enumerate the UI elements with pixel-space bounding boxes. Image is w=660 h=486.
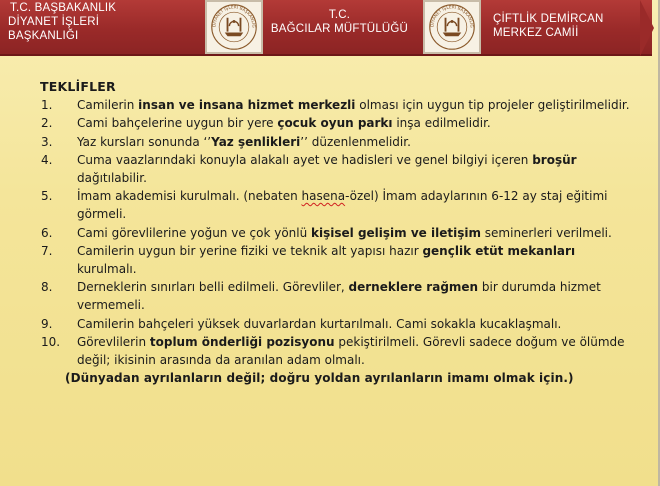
header-right-line1: ÇİFTLİK DEMİRCAN: [493, 13, 604, 25]
item-text: Camilerin uygun bir yerine fiziki ve teknik alt yapısı hazır: [77, 243, 423, 258]
item-text: inşa edilmelidir.: [392, 116, 491, 131]
header-right-text: [493, 12, 643, 40]
diyanet-logo-right: [423, 0, 481, 54]
item-text: Görevlilerin: [77, 334, 150, 349]
item-text: Derneklerin sınırları belli edilmeli. Görevliler,: [77, 280, 349, 295]
item-emphasis: toplum önderliği pozisyonu: [149, 334, 335, 349]
item-text: İmam akademisi kurulmalı. (nebaten: [77, 189, 302, 204]
header-left-line1: T.C. BAŞBAKANLIK: [10, 2, 117, 14]
item-text: Cami bahçelerine uygun bir yere: [77, 116, 278, 131]
diyanet-logo-left: [205, 0, 263, 54]
list-item: [37, 96, 632, 114]
item-number: 8.: [41, 280, 53, 295]
item-number: 5.: [41, 189, 53, 204]
item-number: 6.: [41, 225, 53, 240]
page-title: TEKLİFLER: [40, 79, 116, 94]
item-text: seminerleri verilmeli.: [480, 225, 612, 240]
item-text: kurulmalı.: [77, 262, 137, 277]
header-left-line2: DİYANET İŞLERİ: [8, 16, 100, 28]
header-middle-line1: T.C.: [328, 9, 351, 21]
header-left-text: [8, 1, 198, 43]
diyanet-emblem-icon: [207, 2, 261, 52]
item-number: 3.: [41, 134, 53, 149]
list-item: [37, 114, 632, 132]
item-number: 1.: [41, 98, 53, 113]
header-left-line3: BAŞKANLIĞI: [8, 30, 79, 42]
item-number: 9.: [41, 316, 53, 331]
item-emphasis: kişisel gelişim ve iletişim: [311, 225, 481, 240]
item-text: ’’ düzenlenmelidir.: [300, 134, 411, 149]
item-emphasis: çocuk oyun parkı: [277, 116, 393, 131]
item-number: 7.: [41, 243, 53, 258]
header-middle-line2: BAĞCILAR MÜFTÜLÜĞÜ: [270, 23, 409, 35]
list-item: [37, 278, 632, 314]
item-text: pekiştirilmeli. Görevli sadece doğum ve ölümde değil; ikisinin arasında da aranılan adam olmalı.: [77, 334, 625, 368]
list-item: [37, 315, 632, 333]
diyanet-emblem-icon: [425, 2, 479, 52]
header-right-line2: MERKEZ CAMİİ: [493, 27, 579, 39]
item-number: 10.: [41, 334, 61, 349]
logo-right-text: DİYANET İŞLERİ BAŞKANLIĞ: [430, 5, 474, 28]
list-item: [37, 224, 632, 242]
item-text: Cami görevlilerine yoğun ve çok yönlü: [77, 225, 312, 240]
item-text: Yaz kursları sonunda ‘’: [77, 134, 212, 149]
item-emphasis: broşür: [532, 152, 577, 167]
closing-statement: (Dünyadan ayrılanların değil; doğru yoldan ayrılanların imamı olmak için.): [65, 371, 574, 386]
spellcheck-underlined-word: hasena: [301, 189, 346, 204]
item-text: Camilerin: [77, 98, 139, 113]
logo-left-text: DİYANET İŞLERİ BAŞKANLIĞ: [212, 5, 256, 28]
banner-arrow-tip: [640, 0, 654, 56]
item-text: dağıtılabilir.: [77, 171, 147, 186]
item-emphasis: gençlik etüt mekanları: [422, 243, 576, 258]
item-text: Camilerin bahçeleri yüksek duvarlardan kurtarılmalı. Cami sokakla kucaklaşmalı.: [77, 316, 562, 331]
item-text: olması için uygun tip projeler geliştirilmelidir.: [355, 98, 630, 113]
list-item: [37, 187, 632, 223]
item-emphasis: derneklere rağmen: [348, 280, 479, 295]
item-text: -özel) İmam adaylarının 6-12 ay staj eğitimi görmeli.: [77, 189, 608, 222]
list-item: [37, 151, 632, 187]
header-banner: [0, 0, 652, 56]
header-middle-text: [262, 8, 417, 36]
item-number: 4.: [41, 152, 53, 167]
item-emphasis: insan ve insana hizmet merkezli: [138, 98, 356, 113]
item-number: 2.: [41, 116, 53, 131]
list-item: [37, 133, 632, 151]
list-item: [37, 242, 632, 278]
proposals-content: [37, 78, 637, 387]
list-item: [37, 333, 632, 369]
item-emphasis: Yaz şenlikleri: [211, 134, 301, 149]
item-text: Cuma vaazlarındaki konuyla alakalı ayet ve hadisleri ve genel bilgiyi içeren: [77, 152, 533, 167]
item-text: bir durumda hizmet vermemeli.: [77, 280, 601, 313]
